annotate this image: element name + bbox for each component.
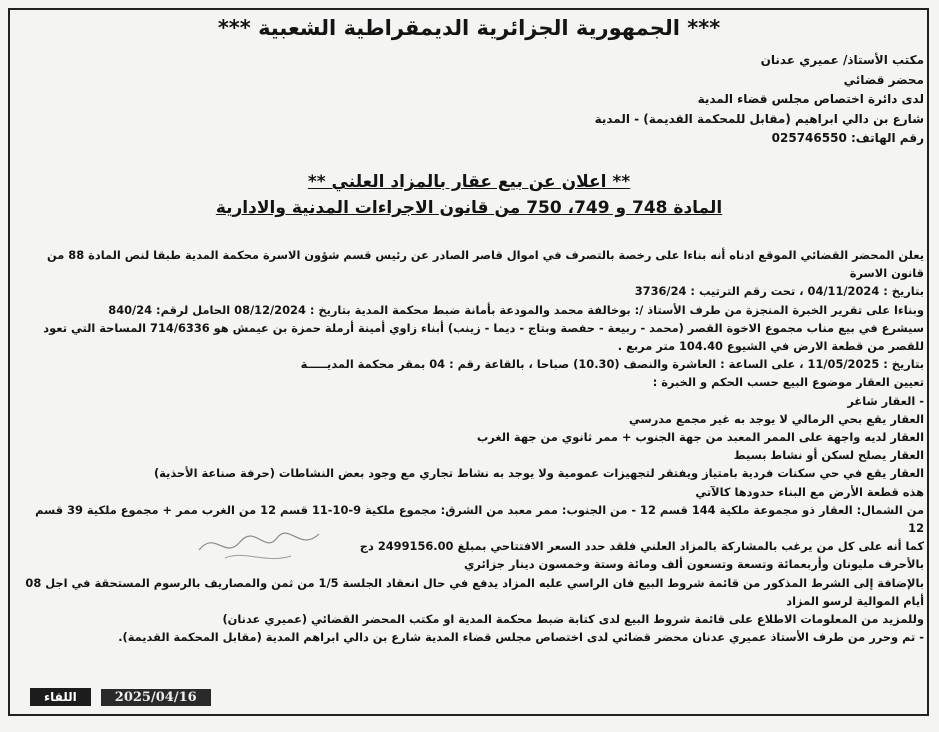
paragraph-payment-terms: بالإضافة إلى الشرط المذكور من قائمة شروط البيع فان الراسي عليه المزاد يدفع في حال انعقاد الجلسة 1/5 من ثمن والمصاريف بالرسوم المستحقة في اجل 08 أيام الموالية لرسو المزاد <box>25 575 924 608</box>
stamp-date: 2025/04/16 <box>101 689 211 706</box>
paragraph-expert-report: وبناءا على تقرير الخبرة المنجزة من طرف الأستاذ /: بوخالفة محمد والمودعة بأمانة ضبط محكمة المدية بتاريخ : 08/12/2024 الحامل لرقم: 840/24 <box>108 302 924 317</box>
paragraph-sale-share: سيشرع في بيع مناب مجموع الاخوة القصر (محمد - ربيعة - حفصة وبتاج - ديما - زينب) أبناء زاوي أمينة أرملة حمزة بن عيمش هو 714/6336 المساحة التي تعود للقصر من قطعة الارض في الشيوع 104.40 متر مربع . <box>43 320 924 354</box>
paragraph-more-info: وللمزيد من المعلومات الاطلاع على قائمة شروط البيع لدى كتابة ضبط محكمة المدية او مكتب المحضر القضائي (عميري عدنان) <box>222 612 924 627</box>
office-info <box>504 51 924 149</box>
paragraph-price-in-words: بالأحرف مليونان وأربعمائة وتسعة وتسعون ألف ومائة وستة وخمسون دينار جزائري <box>463 557 924 572</box>
handwritten-signature-icon <box>195 520 325 570</box>
paragraph-opening-price: كما أنه على كل من يرغب بالمشاركة بالمزاد العلني فلقد حدد السعر الافتتاحي بمبلغ 2499156.00 دج <box>359 539 924 554</box>
office-role: محضر قضائي <box>843 72 924 87</box>
stamp-label: اللقاء <box>30 688 91 706</box>
paragraph-property-heading: تعيين العقار موضوع البيع حسب الحكم و الخبرة : <box>652 375 924 390</box>
paragraph-authorization: يعلن المحضر القضائي الموقع ادناه أنه بناءا على رخصة بالتصرف في اموال قاصر الصادر عن رئيس قسم شؤون الاسرة محكمة المدية طبقا لنص المادة 88 من قانون الاسرة <box>47 248 924 281</box>
paragraph-property-frontage: العقار لديه واجهة على الممر المعبد من جهة الجنوب + ممر ثانوي من جهة الغرب <box>476 430 924 445</box>
office-phone: رقم الهاتف: 025746550 <box>771 131 924 145</box>
paragraph-property-vacant: - العقار شاغر <box>847 393 924 408</box>
paragraph-property-neighborhood: العقار يقع في حي سكنات فردية بامتياز ويفتقر لتجهيزات عمومية ولا يوجد به نشاط تجاري مع وجود بعض النشاطات (حرفة صناعة الأحذية) <box>153 466 924 481</box>
announcement-title: ** اعلان عن بيع عقار بالمزاد العلني ** <box>307 172 631 192</box>
paragraph-authorization-date: بتاريخ : 04/11/2024 ، تحت رقم الترتيب : 3736/24 <box>634 284 924 299</box>
paragraph-signature: - تم وحرر من طرف الأستاذ عميري عدنان محضر قضائي لدى اختصاص مجلس قضاء المدية شارع بن دالي ابراهم المدية (مقابل المحكمة القديمة). <box>118 630 924 645</box>
office-address: شارع بن دالي ابراهيم (مقابل للمحكمة القديمة) - المدية <box>594 111 924 126</box>
legal-articles-title: المادة 748 و 749، 750 من قانون الاجراءات المدنية والادارية <box>215 198 723 218</box>
office-name: مكتب الأستاذ/ عميري عدنان <box>760 53 924 67</box>
paragraph-property-use: العقار يصلح لسكن أو نشاط بسيط <box>733 448 924 463</box>
paragraph-sale-date: بتاريخ : 11/05/2025 ، على الساعة : العاشرة والنصف (10.30) صباحا ، بالقاعة رقم : 04 بمقر محكمة المديـــــة <box>300 357 924 372</box>
paragraph-boundaries: من الشمال: العقار ذو مجموعة ملكية 144 قسم 12 - من الجنوب: ممر معبد من الشرق: مجموع ملكية 9-10-11 قسم 12 من الغرب ممر + مجموع ملكية 39 قسم 12 <box>35 502 924 536</box>
office-jurisdiction: لدى دائرة اختصاص مجلس قضاء المدية <box>697 92 924 106</box>
announcement-body <box>19 246 924 646</box>
date-stamp <box>30 688 211 706</box>
paragraph-boundaries-heading: هذه قطعة الأرض مع البناء حدودها كالآتي <box>695 484 924 499</box>
paragraph-property-location: العقار يقع بحي الرمالي لا يوجد به غير مجمع مدرسي <box>629 411 924 426</box>
republic-header: *** الجمهورية الجزائرية الديمقراطية الشعبية *** <box>217 16 721 40</box>
